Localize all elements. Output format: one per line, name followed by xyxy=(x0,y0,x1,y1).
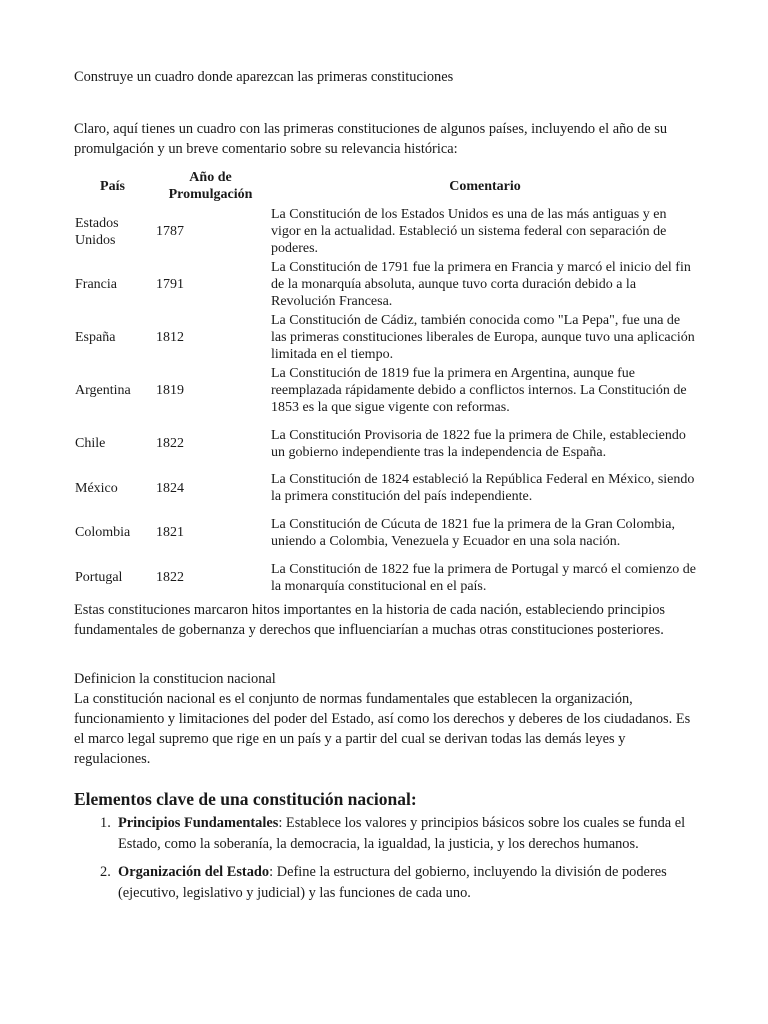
cell-comment: La Constitución de Cádiz, también conocida como "La Pepa", fue una de las primeras constituciones liberales de Europa, aunque tuvo una aplicación limitada en el tiempo. xyxy=(271,313,695,362)
cell-country: Estados Unidos xyxy=(75,215,119,248)
table-row xyxy=(72,471,702,507)
cell-year: 1812 xyxy=(156,330,184,346)
header-comment: Comentario xyxy=(449,178,521,194)
cell-comment: La Constitución de los Estados Unidos es una de las más antiguas y en vigor en la actualidad. Estableció un sistema federal con separación de poderes. xyxy=(271,207,667,256)
list-text: : Establece los valores y principios básicos sobre los cuales se funda el Estado, como la soberanía, la democracia, la igualdad, la justicia, y los derechos humanos. xyxy=(118,815,686,852)
header-year-line1: Año de xyxy=(189,170,232,186)
cell-country: Argentina xyxy=(75,383,131,399)
header-year-line2: Promulgación xyxy=(168,187,253,202)
user-prompt: Construye un cuadro donde aparezcan las primeras constituciones xyxy=(74,69,454,85)
cell-comment: La Constitución de 1791 fue la primera en Francia y marcó el inicio del fin de la monarquía absoluta, aunque tuvo corta duración debido a la Revolución Francesa. xyxy=(271,260,691,309)
elements-heading: Elementos clave de una constitución nacional: xyxy=(74,789,417,809)
list-text: : Define la estructura del gobierno, incluyendo la división de poderes (ejecutivo, legislativo y judicial) y las funciones de cada uno. xyxy=(118,864,667,901)
cell-country: México xyxy=(75,480,118,496)
header-year xyxy=(153,168,268,206)
table-row xyxy=(72,365,702,418)
elements-list xyxy=(74,813,694,911)
cell-year: 1791 xyxy=(156,277,184,293)
table-row xyxy=(72,418,702,471)
cell-year: 1819 xyxy=(156,383,184,399)
table-row xyxy=(72,259,702,312)
list-number: 1. xyxy=(100,815,111,831)
intro-paragraph: Claro, aquí tienes un cuadro con las primeras constituciones de algunos países, incluyendo el año de su promulgación y un breve comentario sobre su relevancia histórica: xyxy=(74,121,668,157)
constitutions-table xyxy=(72,168,702,597)
cell-year: 1824 xyxy=(156,480,184,496)
cell-year: 1822 xyxy=(156,570,184,586)
definition-prompt: Definicion la constitucion nacional xyxy=(74,671,276,687)
cell-country: Colombia xyxy=(75,525,131,541)
cell-year: 1787 xyxy=(156,224,184,240)
table-row xyxy=(72,507,702,560)
cell-country: Chile xyxy=(75,436,106,452)
list-item xyxy=(74,862,694,903)
table-header-row xyxy=(72,168,702,206)
table-row xyxy=(72,206,702,259)
cell-comment: La Constitución de Cúcuta de 1821 fue la primera de la Gran Colombia, uniendo a Colombia, Venezuela y Ecuador en una sola nación. xyxy=(271,516,675,549)
list-term: Organización del Estado xyxy=(118,864,270,880)
cell-comment: La Constitución Provisoria de 1822 fue la primera de Chile, estableciendo un gobierno independiente tras la independencia de España. xyxy=(271,427,686,460)
cell-year: 1822 xyxy=(156,436,184,452)
definition-paragraph: La constitución nacional es el conjunto de normas fundamentales que establecen la organización, funcionamiento y limitaciones del poder del Estado, así como los derechos y deberes de los ciudadanos. Es el marco legal supremo que rige en un país y a partir del cual se derivan todas las demás leyes y regulaciones. xyxy=(74,691,691,767)
closing-paragraph: Estas constituciones marcaron hitos importantes en la historia de cada nación, estableciendo principios fundamentales de gobernanza y derechos que influenciarían a muchas otras constituciones posteriores. xyxy=(74,602,666,638)
cell-country: España xyxy=(75,330,116,346)
list-item xyxy=(74,813,694,854)
cell-comment: La Constitución de 1819 fue la primera en Argentina, aunque fue reemplazada rápidamente debido a conflictos internos. La Constitución de 1853 es la que sigue vigente con reformas. xyxy=(271,366,687,415)
cell-year: 1821 xyxy=(156,525,184,541)
list-number: 2. xyxy=(100,864,111,880)
table-row xyxy=(72,312,702,365)
cell-comment: La Constitución de 1824 estableció la República Federal en México, siendo la primera constitución del país independiente. xyxy=(271,472,695,504)
cell-country: Portugal xyxy=(75,570,123,586)
header-country: País xyxy=(100,178,125,194)
list-term: Principios Fundamentales xyxy=(118,815,279,831)
table-row xyxy=(72,560,702,597)
cell-country: Francia xyxy=(75,277,117,293)
cell-comment: La Constitución de 1822 fue la primera de Portugal y marcó el comienzo de la monarquía constitucional en el país. xyxy=(271,561,696,594)
